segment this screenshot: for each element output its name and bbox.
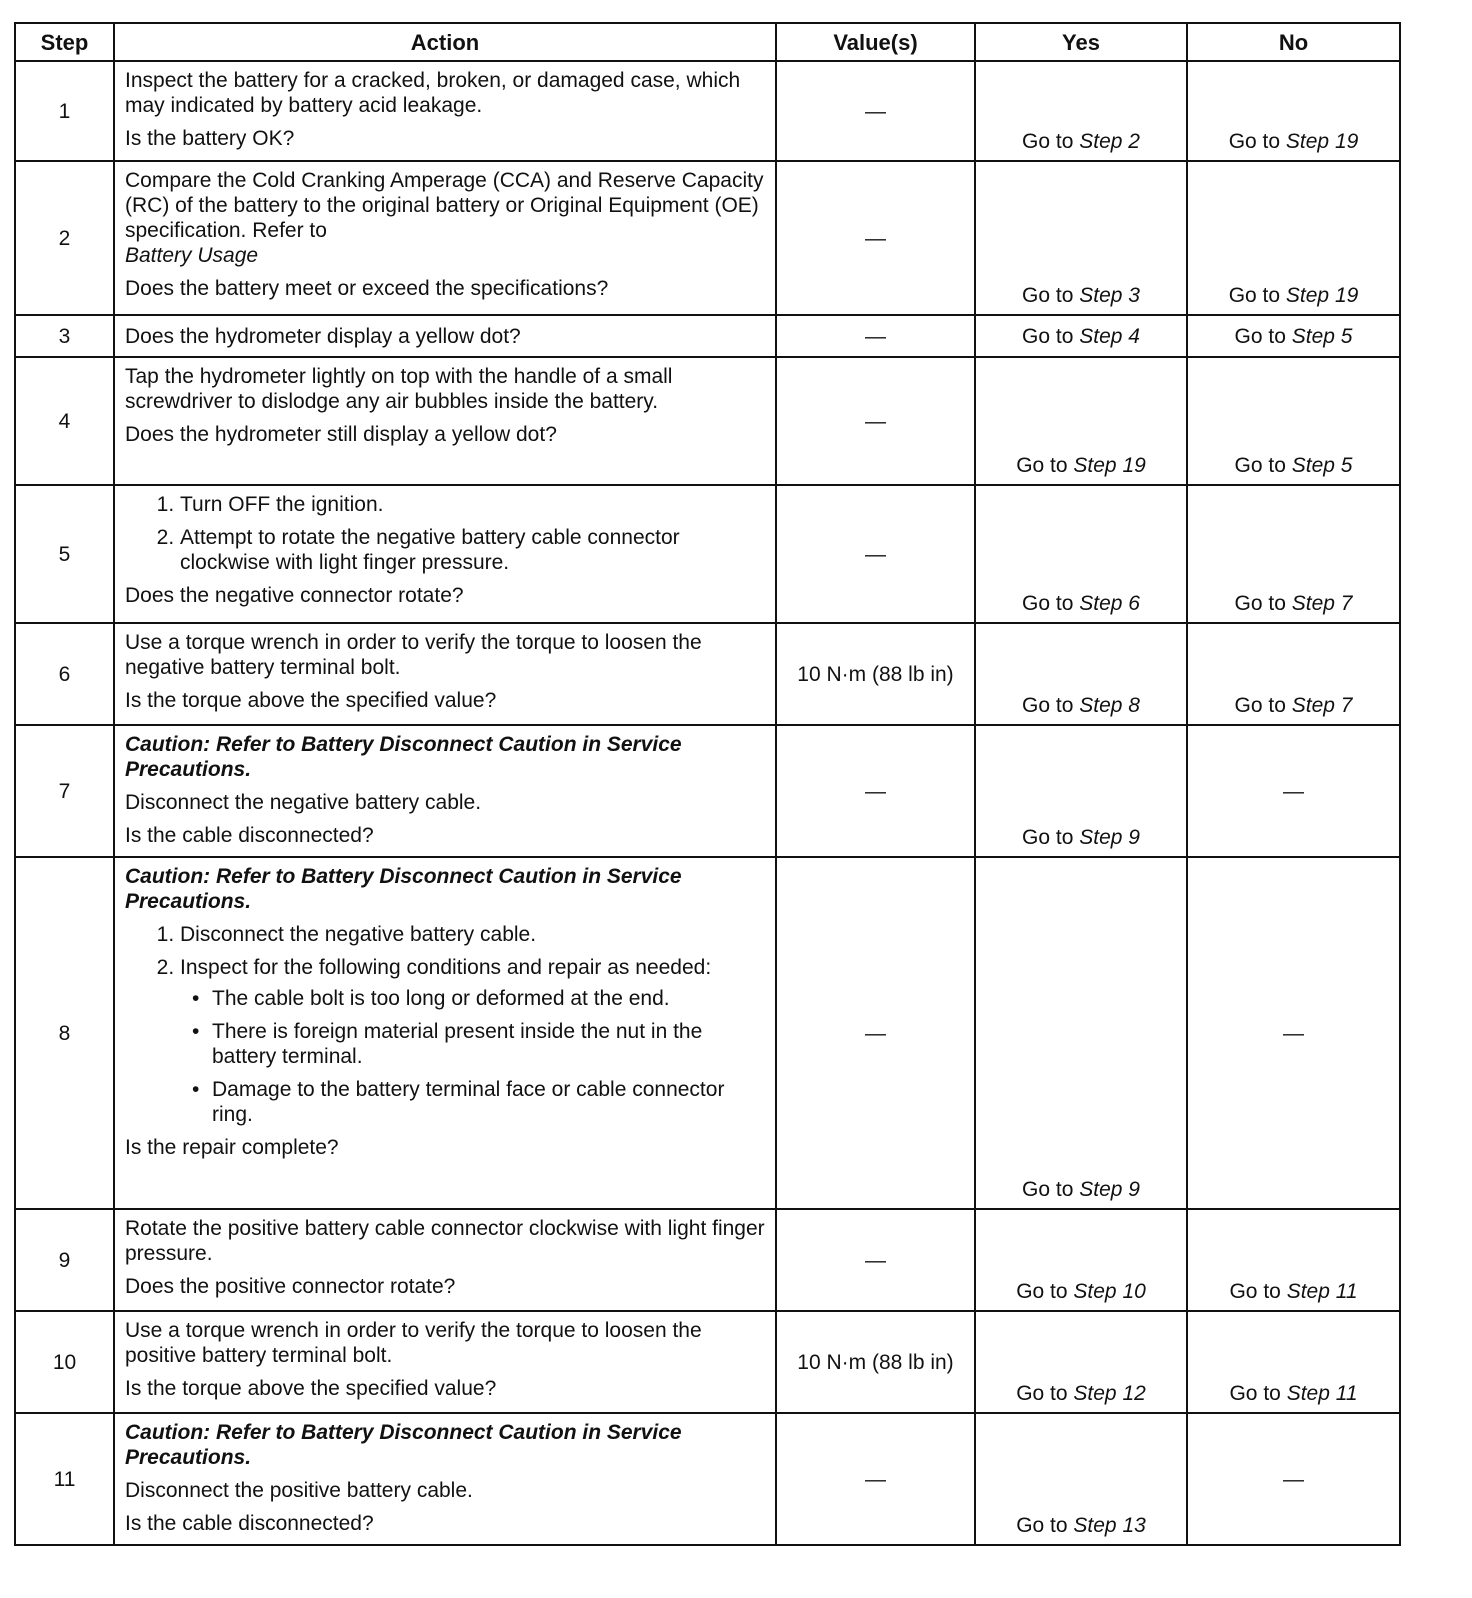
value-cell: — xyxy=(776,61,975,161)
action-text-span: Use a torque wrench in order to verify the torque to loosen the negative battery terminal bolt. xyxy=(125,631,702,679)
step-number: 2 xyxy=(15,161,114,315)
list-item-text: Turn OFF the ignition. xyxy=(180,493,384,516)
goto-step-link[interactable]: Step 19 xyxy=(1285,130,1359,153)
table-row xyxy=(15,161,1400,315)
value-cell: — xyxy=(776,1413,975,1545)
goto-step-link[interactable]: Step 7 xyxy=(1291,592,1353,615)
goto-label: Go to xyxy=(1016,454,1068,477)
step-number: 7 xyxy=(15,725,114,857)
goto-step-link[interactable]: Step 19 xyxy=(1285,284,1359,307)
action-text xyxy=(125,1478,765,1503)
goto-step-link[interactable]: Step 19 xyxy=(1073,454,1146,477)
goto-step-link[interactable]: Step 4 xyxy=(1079,324,1140,348)
goto-label: Go to xyxy=(1022,1178,1074,1201)
table-row xyxy=(15,857,1400,1209)
yes-cell xyxy=(975,1413,1187,1545)
action-text-span: Rotate the positive battery cable connector clockwise with light finger pressure. xyxy=(125,1217,765,1265)
list-item-text: Attempt to rotate the negative battery cable connector clockwise with light finger pressure. xyxy=(180,526,680,574)
value-cell: — xyxy=(776,485,975,623)
action-question: Does the battery meet or exceed the specifications? xyxy=(125,277,609,300)
value-cell: — xyxy=(776,315,975,357)
goto-label: Go to xyxy=(1228,284,1281,307)
goto-label: Go to xyxy=(1022,694,1074,717)
yes-cell xyxy=(975,1311,1187,1413)
goto-step-link[interactable]: Step 13 xyxy=(1073,1514,1146,1537)
step-number: 5 xyxy=(15,485,114,623)
table-row xyxy=(15,315,1400,357)
list-item xyxy=(180,525,765,575)
goto-label: Go to xyxy=(1229,1280,1281,1303)
no-cell xyxy=(1187,1209,1400,1311)
goto-label: Go to xyxy=(1022,284,1074,307)
goto-step-link[interactable]: Step 11 xyxy=(1286,1280,1358,1303)
bullet-item: • There is foreign material present inside the nut in the battery terminal. xyxy=(212,1019,765,1069)
table-row xyxy=(15,725,1400,857)
table-row xyxy=(15,357,1400,485)
action-question: Is the repair complete? xyxy=(125,1136,339,1159)
goto-step-link[interactable]: Step 3 xyxy=(1079,284,1140,307)
reference-link[interactable]: Battery Usage xyxy=(125,244,259,267)
goto-label: Go to xyxy=(1234,324,1286,348)
step-number: 6 xyxy=(15,623,114,725)
goto-step-link[interactable]: Step 12 xyxy=(1073,1382,1146,1405)
no-cell xyxy=(1187,725,1400,857)
goto-step-link[interactable]: Step 9 xyxy=(1079,826,1140,849)
goto-step-link[interactable]: Step 6 xyxy=(1079,592,1140,615)
no-cell xyxy=(1187,61,1400,161)
goto-step-link[interactable]: Step 9 xyxy=(1079,1178,1140,1201)
header-action: Action xyxy=(114,23,776,61)
action-cell xyxy=(114,1413,776,1545)
table-row xyxy=(15,1413,1400,1545)
no-cell xyxy=(1187,315,1400,357)
list-item-text: Inspect for the following conditions and repair as needed: xyxy=(180,956,712,979)
yes-cell xyxy=(975,357,1187,485)
dash-mark: — xyxy=(1283,1021,1304,1045)
goto-label: Go to xyxy=(1234,592,1286,615)
action-text-span: Disconnect the positive battery cable. xyxy=(125,1479,473,1502)
list-item xyxy=(180,955,765,1127)
goto-step-link[interactable]: Step 8 xyxy=(1079,694,1140,717)
yes-cell xyxy=(975,857,1187,1209)
action-question: Is the battery OK? xyxy=(125,127,295,150)
table-row xyxy=(15,1209,1400,1311)
action-question: Is the cable disconnected? xyxy=(125,1512,374,1535)
action-text xyxy=(125,364,765,414)
value-cell: — xyxy=(776,357,975,485)
list-item xyxy=(180,922,765,947)
bullet-list xyxy=(180,986,765,1127)
goto-step-link[interactable]: Step 11 xyxy=(1286,1382,1358,1405)
no-cell xyxy=(1187,485,1400,623)
numbered-list xyxy=(125,922,765,1127)
action-text xyxy=(125,1318,765,1368)
goto-label: Go to xyxy=(1016,1382,1068,1405)
bullet-item: • The cable bolt is too long or deformed at the end. xyxy=(212,986,765,1011)
action-text-span: Compare the Cold Cranking Amperage (CCA) and Reserve Capacity (RC) of the battery to the original battery or Original Equipment (OE) specification. Refer to xyxy=(125,169,764,242)
goto-label: Go to xyxy=(1229,1382,1281,1405)
action-cell xyxy=(114,357,776,485)
caution-text: Caution: Refer to Battery Disconnect Caution in Service Precautions. xyxy=(125,1421,682,1469)
action-question: Does the negative connector rotate? xyxy=(125,584,464,607)
action-cell xyxy=(114,485,776,623)
step-number: 9 xyxy=(15,1209,114,1311)
yes-cell xyxy=(975,485,1187,623)
action-question: Does the positive connector rotate? xyxy=(125,1275,456,1298)
yes-cell xyxy=(975,725,1187,857)
list-item xyxy=(180,492,765,517)
action-text xyxy=(125,1216,765,1266)
action-cell xyxy=(114,725,776,857)
dash-mark: — xyxy=(1283,779,1304,803)
header-step: Step xyxy=(15,23,114,61)
header-no: No xyxy=(1187,23,1400,61)
step-number: 11 xyxy=(15,1413,114,1545)
value-cell: — xyxy=(776,161,975,315)
step-number: 10 xyxy=(15,1311,114,1413)
step-number: 3 xyxy=(15,315,114,357)
step-number: 8 xyxy=(15,857,114,1209)
table-row xyxy=(15,61,1400,161)
goto-label: Go to xyxy=(1234,454,1286,477)
goto-step-link[interactable]: Step 5 xyxy=(1291,454,1353,477)
goto-step-link[interactable]: Step 5 xyxy=(1291,324,1353,348)
bullet-item: • Damage to the battery terminal face or cable connector ring. xyxy=(212,1077,765,1127)
action-cell xyxy=(114,61,776,161)
action-question: Is the torque above the specified value? xyxy=(125,1377,497,1400)
value-cell: 10 N·m (88 lb in) xyxy=(776,623,975,725)
goto-label: Go to xyxy=(1022,130,1074,153)
action-text-span: Use a torque wrench in order to verify the torque to loosen the positive battery terminal bolt. xyxy=(125,1319,702,1367)
dash-mark: — xyxy=(1283,1467,1304,1491)
value-cell: — xyxy=(776,725,975,857)
goto-label: Go to xyxy=(1234,694,1286,717)
action-cell xyxy=(114,623,776,725)
goto-label: Go to xyxy=(1022,592,1074,615)
yes-cell xyxy=(975,161,1187,315)
action-cell xyxy=(114,1311,776,1413)
yes-cell xyxy=(975,315,1187,357)
action-text xyxy=(125,630,765,680)
caution-text: Caution: Refer to Battery Disconnect Caution in Service Precautions. xyxy=(125,733,682,781)
action-cell xyxy=(114,857,776,1209)
goto-label: Go to xyxy=(1016,1514,1068,1537)
goto-step-link[interactable]: Step 10 xyxy=(1073,1280,1146,1303)
value-cell: — xyxy=(776,1209,975,1311)
goto-label: Go to xyxy=(1016,1280,1068,1303)
header-yes: Yes xyxy=(975,23,1187,61)
goto-step-link[interactable]: Step 2 xyxy=(1079,130,1140,153)
action-cell xyxy=(114,161,776,315)
action-text xyxy=(125,68,765,118)
action-cell xyxy=(114,315,776,357)
yes-cell xyxy=(975,61,1187,161)
no-cell xyxy=(1187,1413,1400,1545)
action-question: Is the torque above the specified value? xyxy=(125,689,497,712)
action-question: Does the hydrometer display a yellow dot? xyxy=(125,324,521,348)
action-text xyxy=(125,168,765,268)
no-cell xyxy=(1187,1311,1400,1413)
goto-label: Go to xyxy=(1022,826,1074,849)
step-number: 1 xyxy=(15,61,114,161)
action-text-span: Disconnect the negative battery cable. xyxy=(125,791,482,814)
goto-label: Go to xyxy=(1228,130,1281,153)
table-row xyxy=(15,485,1400,623)
numbered-list xyxy=(125,492,765,575)
action-question: Is the cable disconnected? xyxy=(125,824,374,847)
diagnostic-table xyxy=(14,22,1401,1546)
no-cell xyxy=(1187,161,1400,315)
list-item-text: Disconnect the negative battery cable. xyxy=(180,923,537,946)
caution-text: Caution: Refer to Battery Disconnect Caution in Service Precautions. xyxy=(125,865,682,913)
no-cell xyxy=(1187,623,1400,725)
action-cell xyxy=(114,1209,776,1311)
action-text-span: Inspect the battery for a cracked, broken, or damaged case, which may indicated by battery acid leakage. xyxy=(125,69,741,117)
no-cell xyxy=(1187,357,1400,485)
yes-cell xyxy=(975,623,1187,725)
goto-label: Go to xyxy=(1022,324,1074,348)
header-row xyxy=(15,23,1400,61)
action-question: Does the hydrometer still display a yellow dot? xyxy=(125,423,557,446)
table-row xyxy=(15,623,1400,725)
action-text-span: Tap the hydrometer lightly on top with the handle of a small screwdriver to dislodge any air bubbles inside the battery. xyxy=(125,365,673,413)
value-cell: — xyxy=(776,857,975,1209)
yes-cell xyxy=(975,1209,1187,1311)
header-values: Value(s) xyxy=(776,23,975,61)
table-row xyxy=(15,1311,1400,1413)
no-cell xyxy=(1187,857,1400,1209)
step-number: 4 xyxy=(15,357,114,485)
action-text xyxy=(125,790,765,815)
value-cell: 10 N·m (88 lb in) xyxy=(776,1311,975,1413)
goto-step-link[interactable]: Step 7 xyxy=(1291,694,1353,717)
